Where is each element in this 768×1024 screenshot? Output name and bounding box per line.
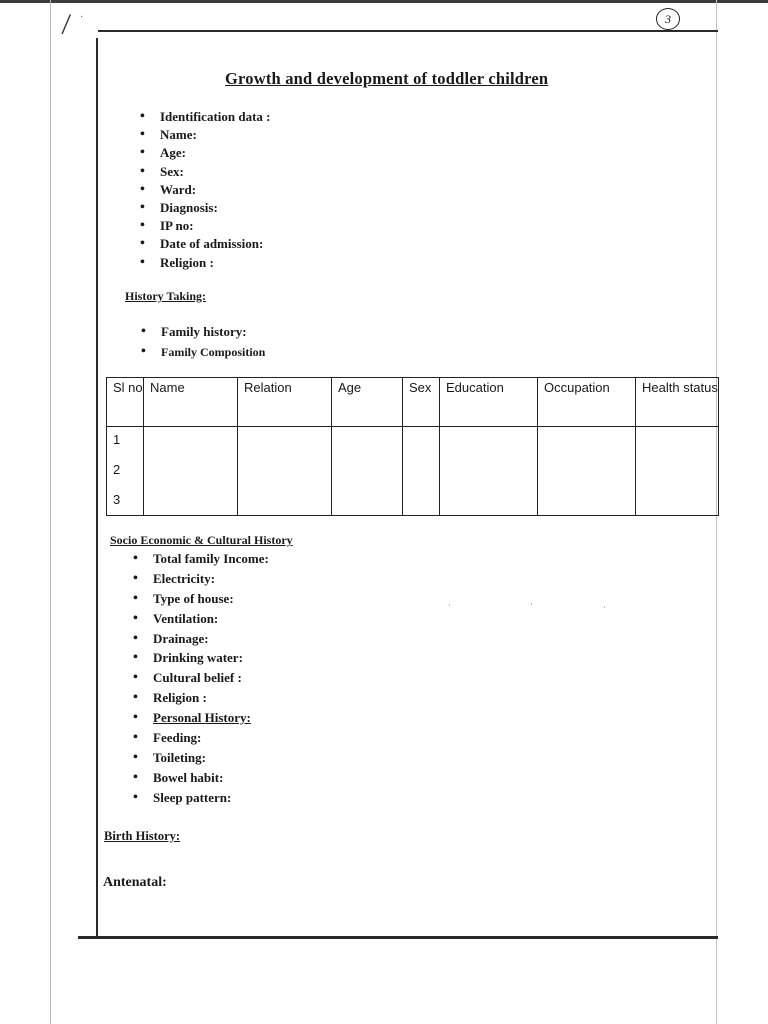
table-cell[interactable] <box>538 427 636 516</box>
list-item: • Feeding: <box>153 728 269 748</box>
scan-top-edge <box>0 0 768 3</box>
table-row <box>107 427 719 516</box>
list-item: • Age: <box>160 144 271 162</box>
row-number: 3 <box>113 492 121 507</box>
list-item: • Drainage: <box>153 629 269 649</box>
list-item: • Total family Income: <box>153 549 269 569</box>
list-item: • Bowel habit: <box>153 768 269 788</box>
table-cell[interactable] <box>144 427 238 516</box>
page-border-left <box>96 38 98 936</box>
table-cell[interactable] <box>440 427 538 516</box>
list-item: • Toileting: <box>153 748 269 768</box>
history-list <box>161 322 265 362</box>
list-item: • Religion : <box>160 254 271 272</box>
column-header: Age <box>332 378 403 427</box>
table-cell[interactable] <box>403 427 440 516</box>
list-item: • Date of admission: <box>160 235 271 253</box>
antenatal-label: Antenatal: <box>103 875 167 890</box>
row-number: 2 <box>113 462 121 477</box>
column-header: Occupation <box>538 378 636 427</box>
scan-left-edge <box>50 0 51 1024</box>
row-number-cell <box>107 427 144 516</box>
list-item: • Family history: <box>161 322 265 342</box>
scan-speck: · <box>603 603 606 612</box>
list-item: • Ward: <box>160 181 271 199</box>
list-item: • Family Composition <box>161 342 265 362</box>
list-item: • IP no: <box>160 217 271 235</box>
list-item: • Name: <box>160 126 271 144</box>
birth-history-heading: Birth History: <box>104 829 181 843</box>
list-item <box>153 708 269 728</box>
socio-heading: Socio Economic & Cultural History <box>110 533 293 547</box>
page-title: Growth and development of toddler children <box>225 69 549 88</box>
column-header: Sex <box>403 378 440 427</box>
table-cell[interactable] <box>636 427 719 516</box>
socio-list <box>153 549 269 808</box>
column-header: Education <box>440 378 538 427</box>
column-header: Sl no <box>107 378 144 427</box>
list-item: • Cultural belief : <box>153 668 269 688</box>
list-item: • Ventilation: <box>153 609 269 629</box>
row-number: 1 <box>113 432 121 447</box>
history-taking-heading: History Taking: <box>125 289 207 303</box>
list-item: • Diagnosis: <box>160 199 271 217</box>
pen-mark: / <box>60 7 72 42</box>
pen-dot: · <box>80 12 84 23</box>
list-item: • Sleep pattern: <box>153 788 269 808</box>
column-header: Health status <box>636 378 719 427</box>
table-header-row <box>107 378 719 427</box>
family-composition-table <box>106 377 719 516</box>
list-item: • Drinking water: <box>153 648 269 668</box>
scan-speck: · <box>530 600 533 609</box>
column-header: Name <box>144 378 238 427</box>
personal-history-heading: Personal History: <box>153 710 251 726</box>
table-cell[interactable] <box>238 427 332 516</box>
identification-list <box>160 108 271 272</box>
page-number-badge: 3 <box>656 8 680 30</box>
page-border-top <box>98 30 718 32</box>
list-item: • Type of house: <box>153 589 269 609</box>
list-item: • Sex: <box>160 163 271 181</box>
table-cell[interactable] <box>332 427 403 516</box>
list-item: • Religion : <box>153 688 269 708</box>
page-border-bottom <box>78 936 718 939</box>
column-header: Relation <box>238 378 332 427</box>
list-item: • Identification data : <box>160 108 271 126</box>
list-item: • Electricity: <box>153 569 269 589</box>
scan-speck: · <box>448 601 451 610</box>
